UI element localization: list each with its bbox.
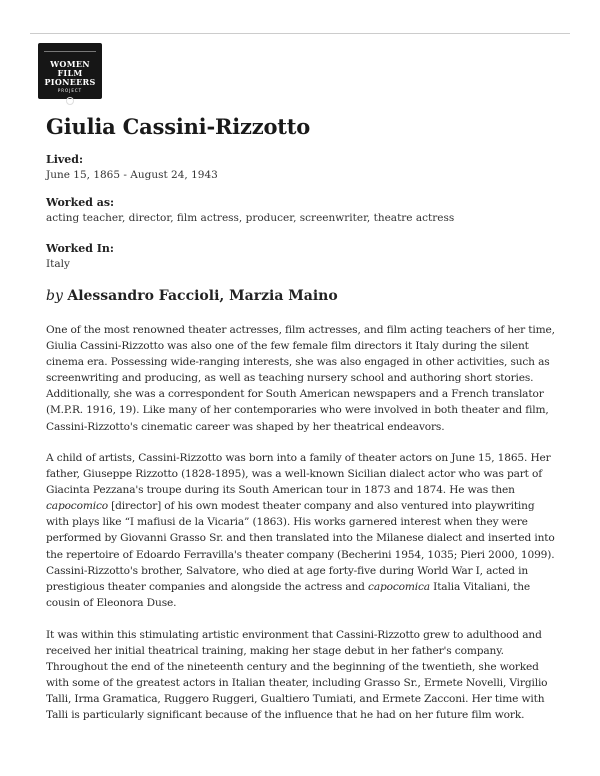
paragraph-line: Throughout the end of the nineteenth century and the beginning of the twentieth, she worked xyxy=(46,661,539,674)
paragraph-line: Cassini-Rizzotto's brother, Salvatore, who died at age forty-five during World War I, acted in xyxy=(46,564,529,577)
lived-value: June 15, 1865 - August 24, 1943 xyxy=(46,169,218,181)
paragraph-line: received her initial theatrical training, making her stage debut in her father's company. xyxy=(46,645,504,658)
article-paragraph-2 xyxy=(46,450,560,611)
paragraph-line: Talli is particularly significant because of the influence that he had on her future film work. xyxy=(46,709,525,722)
page-title: Giulia Cassini-Rizzotto xyxy=(46,114,311,139)
line-text: prestigious theater companies and alongside the actress and xyxy=(46,580,369,593)
paragraph-line xyxy=(46,498,560,514)
logo-line-1: WOMEN xyxy=(50,59,90,69)
paragraph-line: the repertoire of Edoardo Ferravilla's theater company (Becherini 1954, 1035; Pieri 2000, 1099). xyxy=(46,548,555,561)
worked-as-value: acting teacher, director, film actress, producer, screenwriter, theatre actress xyxy=(46,212,455,224)
capocomico-term: capocomico xyxy=(46,500,108,513)
paragraph-line xyxy=(46,579,560,595)
paragraph-line: Talli, Irma Gramatica, Ruggero Ruggeri, Gualtiero Tumiati, and Ermete Zacconi. Her time with xyxy=(46,693,545,706)
paragraph-line: with some of the greatest actors in Italian theater, including Grasso Sr., Ermete Novelli, Virgilio xyxy=(46,677,548,690)
paragraph-line: with plays like “I mafiusi de la Vicaria” (1863). His works garnered interest when they were xyxy=(46,516,528,529)
paragraph-line: father, Giuseppe Rizzotto (1828-1895), was a well-known Sicilian dialect actor who was part of xyxy=(46,468,542,481)
top-divider xyxy=(30,33,570,34)
logo-line-2: FILM PIONEERS xyxy=(44,68,96,87)
line-text: [director] of his own modest theater company and also ventured into playwriting xyxy=(107,500,535,513)
lived-label: Lived: xyxy=(46,153,84,166)
paragraph-line: Additionally, she was a correspondent for South American newspapers and a French translator xyxy=(46,388,544,401)
logo-seal-icon xyxy=(66,97,74,105)
paragraph-line: Giulia Cassini-Rizzotto was also one of the few female film directors it Italy during the silent xyxy=(46,340,529,353)
paragraph-line: It was within this stimulating artistic environment that Cassini-Rizzotto grew to adulthood and xyxy=(46,629,542,641)
line-text: Italia Vitaliani, the xyxy=(429,580,531,593)
worked-in-value: Italy xyxy=(46,258,70,270)
logo-line-3: PROJECT xyxy=(57,88,83,93)
women-film-pioneers-logo[interactable] xyxy=(38,43,102,99)
paragraph-line: (M.P.R. 1916, 19). Like many of her contemporaries who were involved in both theater and film, xyxy=(46,404,549,417)
paragraph-line: Cassini-Rizzotto's cinematic career was shaped by her theatrical endeavors. xyxy=(46,420,445,433)
byline-authors[interactable]: Alessandro Faccioli, Marzia Maino xyxy=(67,288,338,304)
paragraph-line: cousin of Eleonora Duse. xyxy=(46,596,177,609)
worked-as-label: Worked as: xyxy=(46,196,115,209)
logo-decoration xyxy=(44,51,96,52)
article-paragraph-3 xyxy=(46,627,560,724)
capocomica-term: capocomica xyxy=(368,580,430,593)
worked-in-label: Worked In: xyxy=(46,242,114,255)
paragraph-line: Giacinta Pezzana's troupe during its South American tour in 1873 and 1874. He was then xyxy=(46,484,515,497)
paragraph-line: One of the most renowned theater actresses, film actresses, and film acting teachers of her time, xyxy=(46,324,555,336)
paragraph-line: performed by Giovanni Grasso Sr. and then translated into the Milanese dialect and inserted into xyxy=(46,532,555,545)
paragraph-line: screenwriting and producing, as well as teaching nursery school and authoring short stories. xyxy=(46,372,534,385)
paragraph-line: cinema era. Possessing wide-ranging interests, she was also engaged in other activities, such as xyxy=(46,356,550,369)
byline xyxy=(46,288,338,304)
byline-by: by xyxy=(46,288,63,304)
paragraph-line: A child of artists, Cassini-Rizzotto was born into a family of theater actors on June 15, 1865. Her xyxy=(46,452,551,464)
article-paragraph-1 xyxy=(46,322,560,435)
